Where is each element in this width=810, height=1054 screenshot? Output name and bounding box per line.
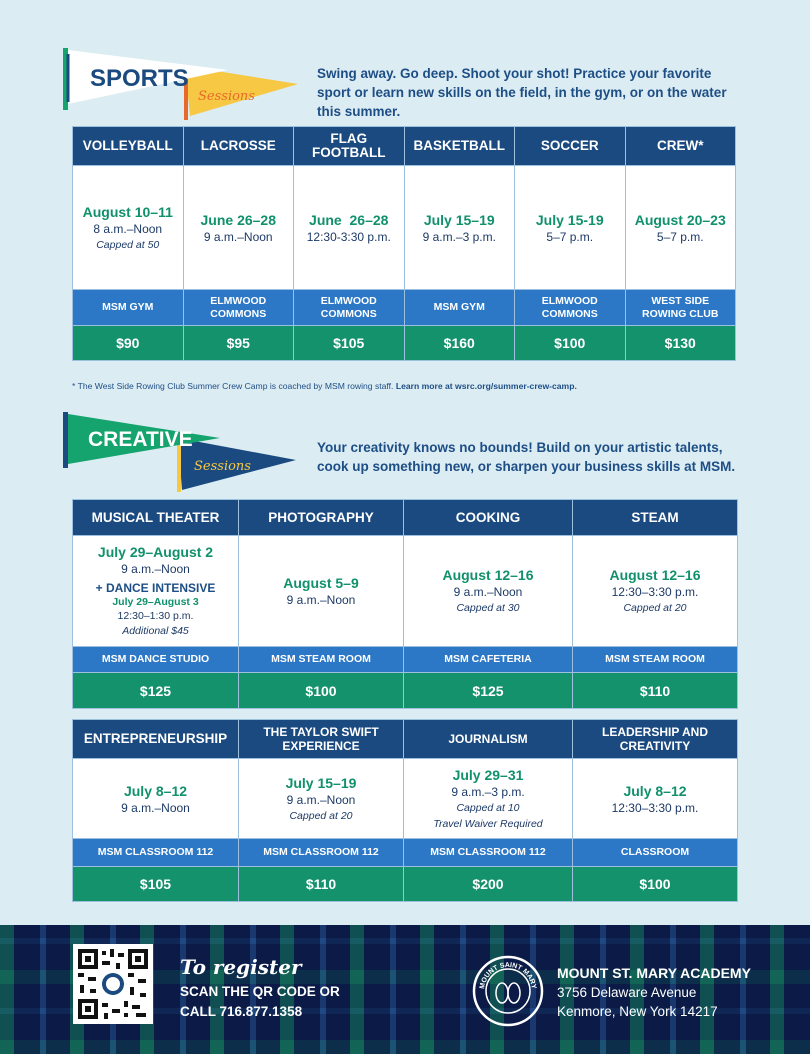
- creative-cell-steam: [573, 536, 738, 647]
- session-note: Capped at 30: [456, 602, 520, 614]
- session-date: August 12–16: [609, 567, 701, 583]
- session-date: June 26–28: [309, 211, 389, 228]
- session-date: August 12–16: [442, 567, 534, 583]
- footer: [0, 925, 810, 1054]
- sports-cell-crew: [625, 166, 736, 290]
- creative-table-2: [72, 719, 738, 902]
- session-time: 12:30–3:30 p.m.: [611, 585, 699, 599]
- session-location: CLASSROOM: [573, 839, 738, 867]
- creative-pennant: [60, 408, 300, 492]
- session-date: July 15–19: [285, 774, 357, 791]
- session-note: Capped at 50: [96, 238, 160, 251]
- sports-table: [72, 126, 736, 361]
- creative-header-photography: PHOTOGRAPHY: [239, 500, 404, 536]
- session-location: MSM STEAM ROOM: [573, 647, 738, 673]
- session-price: $130: [625, 326, 736, 361]
- session-location: MSM GYM: [404, 290, 515, 326]
- creative-cell-taylor-swift: [239, 759, 404, 839]
- session-date: July 15-19: [535, 211, 604, 228]
- sports-header-crew: CREW*: [625, 127, 736, 166]
- sports-pennant-word: SPORTS: [90, 65, 189, 92]
- creative-table-1: [72, 499, 738, 709]
- session-location: MSM CLASSROOM 112: [73, 839, 239, 867]
- session-date: July 8–12: [623, 782, 687, 799]
- creative-pennant-script: Sessions: [194, 459, 251, 474]
- crew-footnote: [72, 381, 577, 391]
- session-time: 9 a.m.–3 p.m.: [422, 229, 496, 244]
- sports-cell-flag-football: [294, 166, 405, 290]
- sports-cell-basketball: [404, 166, 515, 290]
- session-time: 9 a.m.–Noon: [286, 593, 356, 607]
- creative-cell-photography: [239, 536, 404, 647]
- sports-cell-lacrosse: [183, 166, 294, 290]
- register-line-1: SCAN THE QR CODE OR: [180, 984, 340, 999]
- footnote-link[interactable]: Learn more at wsrc.org/summer-crew-camp.: [395, 381, 577, 391]
- session-date: July 29–31: [452, 766, 524, 783]
- creative-intro: Your creativity knows no bounds! Build on your artistic talents, cook up something new, or sharpen your business skills at MSM.: [317, 440, 736, 474]
- school-address-2: Kenmore, New York 14217: [557, 1004, 718, 1019]
- sports-header-volleyball: VOLLEYBALL: [73, 127, 184, 166]
- session-location: MSM DANCE STUDIO: [73, 647, 239, 673]
- creative-header-cooking: COOKING: [404, 500, 573, 536]
- session-note: Capped at 10: [456, 801, 520, 814]
- session-time: 9 a.m.–Noon: [121, 800, 190, 815]
- session-note-2: Travel Waiver Required: [433, 817, 543, 830]
- creative-header-journalism: JOURNALISM: [404, 720, 573, 759]
- session-date: July 15–19: [423, 211, 495, 228]
- sports-header-soccer: SOCCER: [515, 127, 626, 166]
- session-price: $125: [404, 673, 573, 709]
- session-time: 12:30–3:30 p.m.: [611, 800, 699, 815]
- creative-header-entrepreneurship: ENTREPRENEURSHIP: [73, 720, 239, 759]
- session-price: $105: [73, 867, 239, 902]
- school-seal-icon: [472, 955, 544, 1027]
- session-time: 9 a.m.–Noon: [453, 585, 523, 599]
- session-price: $160: [404, 326, 515, 361]
- session-time: 9 a.m.–Noon: [203, 229, 273, 244]
- session-time: 8 a.m.–Noon: [93, 221, 163, 236]
- qr-code-icon: [78, 949, 148, 1019]
- school-name: MOUNT ST. MARY ACADEMY: [557, 965, 751, 981]
- sports-pennant-script: Sessions: [198, 89, 255, 104]
- session-price: $110: [239, 867, 404, 902]
- session-location: MSM STEAM ROOM: [239, 647, 404, 673]
- creative-header-musical-theater: MUSICAL THEATER: [73, 500, 239, 536]
- creative-header-steam: STEAM: [573, 500, 738, 536]
- session-date: July 29–August 2: [97, 544, 214, 560]
- session-time: 12:30-3:30 p.m.: [306, 229, 391, 244]
- seal-text: MOUNT SAINT MARY: [478, 961, 537, 990]
- creative-header-taylor-swift: THE TAYLOR SWIFT EXPERIENCE: [239, 720, 404, 759]
- creative-cell-cooking: [404, 536, 573, 647]
- creative-cell-musical-theater: [73, 536, 239, 647]
- creative-cell-journalism: [404, 759, 573, 839]
- dance-intensive-date: July 29–August 3: [112, 596, 199, 608]
- session-location: MSM GYM: [73, 290, 184, 326]
- creative-cell-leadership: [573, 759, 738, 839]
- dance-intensive-time: 12:30–1:30 p.m.: [117, 610, 194, 622]
- session-price: $125: [73, 673, 239, 709]
- session-date: July 8–12: [123, 782, 188, 799]
- session-location: ELMWOOD COMMONS: [515, 290, 626, 326]
- session-date: June 26–28: [200, 211, 276, 228]
- creative-header-leadership: LEADERSHIP AND CREATIVITY: [573, 720, 738, 759]
- session-location: ELMWOOD COMMONS: [183, 290, 294, 326]
- sports-cell-soccer: [515, 166, 626, 290]
- creative-pennant-word: CREATIVE: [88, 428, 193, 451]
- footnote-text: * The West Side Rowing Club Summer Crew Camp is coached by MSM rowing staff.: [72, 381, 394, 391]
- session-price: $100: [239, 673, 404, 709]
- register-heading: To register: [180, 955, 302, 979]
- session-time: 9 a.m.–3 p.m.: [451, 784, 525, 799]
- session-note: Capped at 20: [289, 809, 353, 822]
- session-price: $105: [294, 326, 405, 361]
- session-location: MSM CAFETERIA: [404, 647, 573, 673]
- session-price: $95: [183, 326, 294, 361]
- session-price: $200: [404, 867, 573, 902]
- sports-pennant: [60, 44, 300, 120]
- session-date: August 5–9: [283, 575, 359, 591]
- session-time: 5–7 p.m.: [656, 229, 704, 244]
- session-location: MSM CLASSROOM 112: [239, 839, 404, 867]
- session-time: 5–7 p.m.: [546, 229, 594, 244]
- sports-header-basketball: BASKETBALL: [404, 127, 515, 166]
- register-phone[interactable]: CALL 716.877.1358: [180, 1004, 303, 1019]
- session-price: $90: [73, 326, 184, 361]
- sports-header-lacrosse: LACROSSE: [183, 127, 294, 166]
- dance-intensive-title: + DANCE INTENSIVE: [95, 581, 216, 595]
- school-address-1: 3756 Delaware Avenue: [557, 985, 697, 1000]
- session-location: MSM CLASSROOM 112: [404, 839, 573, 867]
- session-time: 9 a.m.–Noon: [286, 792, 356, 807]
- creative-cell-entrepreneurship: [73, 759, 239, 839]
- session-date: August 20–23: [634, 211, 726, 228]
- sports-cell-volleyball: [73, 166, 184, 290]
- qr-code[interactable]: [73, 944, 153, 1024]
- session-location: WEST SIDE ROWING CLUB: [625, 290, 736, 326]
- dance-intensive-note: Additional $45: [122, 625, 189, 637]
- sports-header-flag-football: FLAG FOOTBALL: [294, 127, 405, 166]
- session-price: $100: [573, 867, 738, 902]
- session-price: $110: [573, 673, 738, 709]
- sports-intro: Swing away. Go deep. Shoot your shot! Practice your favorite sport or learn new skills on the field, in the gym, or on the water this summer.: [317, 66, 727, 119]
- session-time: 9 a.m.–Noon: [121, 562, 190, 576]
- session-date: August 10–11: [82, 203, 173, 220]
- session-location: ELMWOOD COMMONS: [294, 290, 405, 326]
- session-note: Capped at 20: [623, 602, 687, 614]
- session-price: $100: [515, 326, 626, 361]
